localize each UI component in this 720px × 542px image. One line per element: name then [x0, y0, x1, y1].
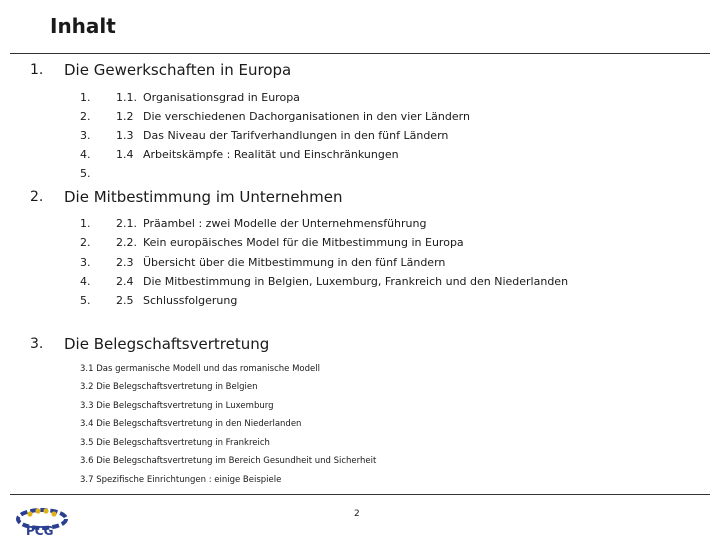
- list-item-number: 4.: [80, 275, 91, 288]
- section-1-title: Die Gewerkschaften in Europa: [64, 61, 292, 79]
- list-item-code: 2.3: [116, 256, 134, 269]
- list-item-text: Arbeitskämpfe : Realität und Einschränkungen: [143, 148, 399, 161]
- list-item-number: 5.: [80, 294, 91, 307]
- section-1-number: 1.: [30, 62, 44, 78]
- subsection-item: 3.6 Die Belegschaftsvertretung im Bereich Gesundheit und Sicherheit: [80, 456, 377, 466]
- list-item-number: 1.: [80, 91, 91, 104]
- footer-divider: [10, 494, 710, 495]
- list-item-number: 3.: [80, 129, 91, 142]
- list-item-text: Die Mitbestimmung in Belgien, Luxemburg, Frankreich und den Niederlanden: [143, 275, 569, 288]
- subsection-item: 3.3 Die Belegschaftsvertretung in Luxemburg: [80, 401, 274, 411]
- list-item-code: 2.4: [116, 275, 134, 288]
- logo-star: [51, 511, 56, 516]
- list-item-code: 2.2.: [116, 236, 137, 249]
- list-item-text: Kein europäisches Model für die Mitbestimmung in Europa: [143, 236, 464, 249]
- header-divider: [10, 53, 710, 54]
- section-2-number: 2.: [30, 189, 44, 205]
- section-2-title: Die Mitbestimmung im Unternehmen: [64, 188, 343, 206]
- subsection-item: 3.7 Spezifische Einrichtungen : einige Beispiele: [80, 475, 282, 485]
- list-item-text: Präambel : zwei Modelle der Unternehmensführung: [143, 217, 427, 230]
- list-item-text: Das Niveau der Tarifverhandlungen in den fünf Ländern: [143, 129, 449, 142]
- list-item-number: 4.: [80, 148, 91, 161]
- list-item-number: 2.: [80, 236, 91, 249]
- page-title: Inhalt: [50, 14, 116, 38]
- subsection-item: 3.2 Die Belegschaftsvertretung in Belgien: [80, 382, 258, 392]
- list-item-number: 1.: [80, 217, 91, 230]
- section-3-title: Die Belegschaftsvertretung: [64, 335, 270, 353]
- logo-star: [35, 508, 40, 513]
- subsection-item: 3.5 Die Belegschaftsvertretung in Frankreich: [80, 438, 270, 448]
- logo-text: PCG: [26, 524, 54, 538]
- list-item-code: 1.3: [116, 129, 134, 142]
- list-item-text: Die verschiedenen Dachorganisationen in den vier Ländern: [143, 110, 470, 123]
- list-item-number: 2.: [80, 110, 91, 123]
- list-item-text: Organisationsgrad in Europa: [143, 91, 300, 104]
- list-item-text: Schlussfolgerung: [143, 294, 238, 307]
- list-item-code: 1.1.: [116, 91, 137, 104]
- subsection-item: 3.1 Das germanische Modell und das romanische Modell: [80, 364, 320, 374]
- logo-star: [43, 508, 48, 513]
- list-item-code: 1.2: [116, 110, 134, 123]
- list-item-code: 2.1.: [116, 217, 137, 230]
- list-item-text: Übersicht über die Mitbestimmung in den fünf Ländern: [143, 256, 446, 269]
- list-item-number: 3.: [80, 256, 91, 269]
- list-item-code: 2.5: [116, 294, 134, 307]
- page-number: 2: [354, 509, 360, 519]
- section-3-number: 3.: [30, 336, 44, 352]
- list-item-number: 5.: [80, 167, 91, 180]
- subsection-item: 3.4 Die Belegschaftsvertretung in den Niederlanden: [80, 419, 302, 429]
- logo-star: [27, 511, 32, 516]
- list-item-code: 1.4: [116, 148, 134, 161]
